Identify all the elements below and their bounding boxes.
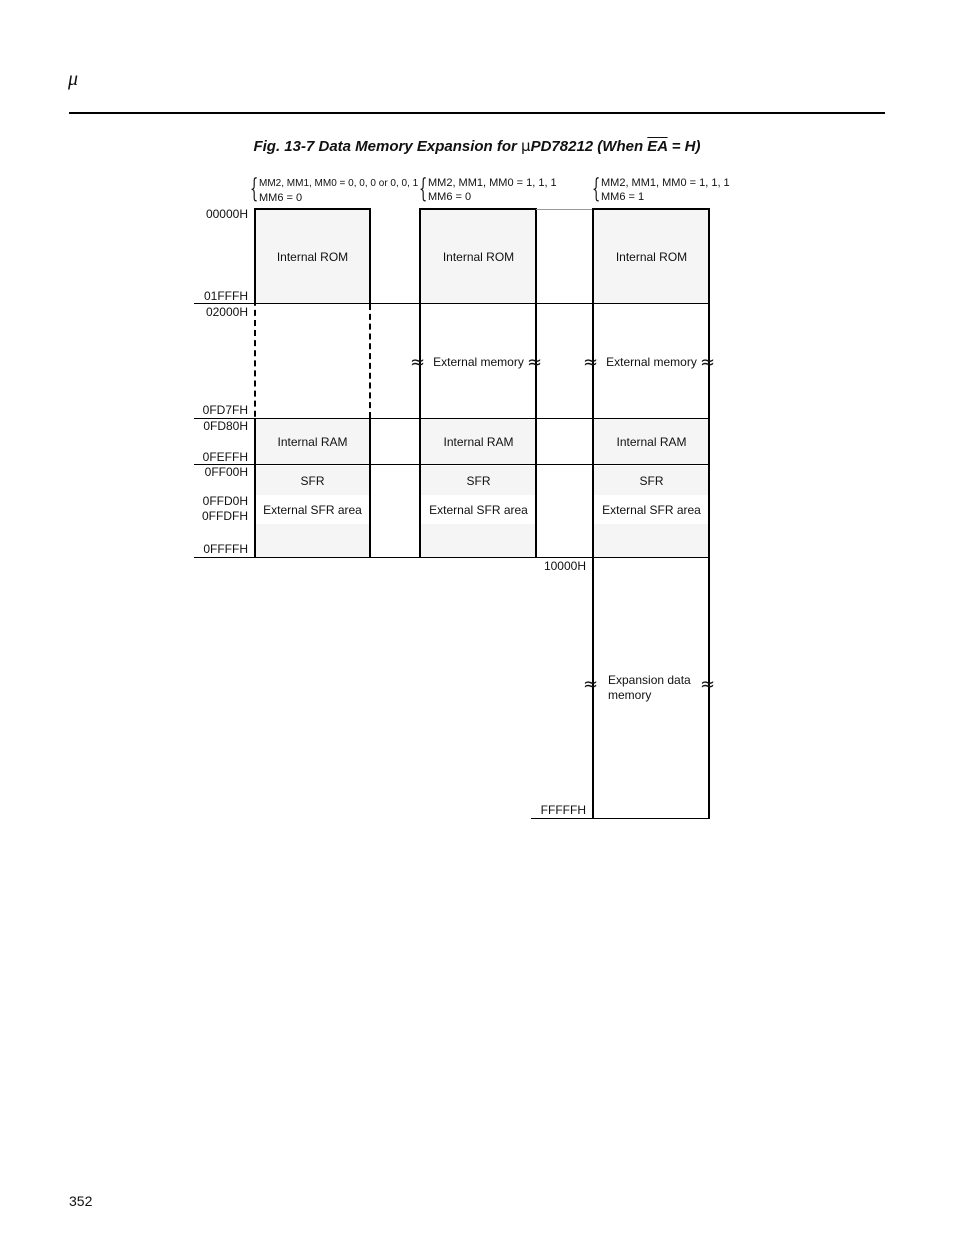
column-1-right-border-top bbox=[369, 209, 371, 304]
column-3-external-sfr bbox=[594, 495, 709, 524]
column-1-internal-rom bbox=[255, 210, 370, 303]
column-3-condition bbox=[595, 176, 730, 204]
column-2-condition bbox=[422, 176, 557, 204]
title-ea: $\overline{EA}$ bbox=[647, 138, 668, 155]
gap-top-line bbox=[536, 209, 592, 210]
column-2-top-border bbox=[419, 208, 537, 210]
break-wave-icon: ≈ bbox=[583, 352, 599, 373]
region-label: External memory bbox=[606, 354, 697, 369]
region-label: External SFR area bbox=[429, 502, 528, 517]
column-3-sfr-tail bbox=[594, 524, 709, 557]
title-mid: PD78212 (When bbox=[530, 138, 648, 155]
region-label: SFR bbox=[639, 473, 664, 488]
column-1-sfr-tail bbox=[255, 524, 370, 557]
column-1-condition bbox=[253, 177, 418, 205]
mu-symbol: μ bbox=[68, 68, 79, 90]
break-wave-icon: ≈ bbox=[700, 352, 716, 373]
column-2-sfr-tail bbox=[421, 524, 536, 557]
region-label: Internal RAM bbox=[616, 434, 687, 449]
column-2-internal-ram bbox=[421, 419, 536, 464]
divider-02000 bbox=[194, 303, 710, 304]
address-0ffd0: 0FFD0H bbox=[202, 494, 248, 508]
column-3-sfr bbox=[594, 466, 709, 495]
break-wave-icon: ≈ bbox=[700, 674, 716, 695]
address-0fd80: 0FD80H bbox=[203, 419, 248, 433]
column-2-cond-line2: MM6 = 0 bbox=[428, 191, 472, 203]
column-2-cond-line1: MM2, MM1, MM0 = 1, 1, 1 bbox=[428, 177, 557, 189]
brace-icon: { bbox=[250, 174, 259, 204]
column-1-left-border-solid-bottom bbox=[254, 418, 256, 558]
column-3-left-border bbox=[592, 209, 594, 819]
column-2-left-border bbox=[419, 209, 421, 558]
column-3-cond-line2: MM6 = 1 bbox=[601, 191, 645, 203]
address-10000: 10000H bbox=[543, 559, 586, 573]
region-label: External memory bbox=[433, 354, 524, 369]
divider-0ff00 bbox=[194, 464, 710, 465]
column-1-right-border-dashed bbox=[369, 304, 371, 418]
expansion-label-line1: Expansion data bbox=[608, 673, 691, 687]
column-2-right-border bbox=[535, 209, 537, 558]
column-1-right-border-bottom bbox=[369, 418, 371, 558]
region-label: External SFR area bbox=[263, 502, 362, 517]
column-3-internal-rom bbox=[594, 210, 709, 303]
address-01fff: 01FFFH bbox=[203, 289, 248, 303]
expansion-label-line2: memory bbox=[608, 688, 652, 702]
figure-title bbox=[0, 137, 954, 155]
region-label: Internal ROM bbox=[442, 249, 515, 264]
column-1-left-border-solid-top bbox=[254, 209, 256, 304]
column-3-cond-line1: MM2, MM1, MM0 = 1, 1, 1 bbox=[601, 177, 730, 189]
column-1-sfr bbox=[255, 466, 370, 495]
column-3-top-border bbox=[592, 208, 710, 210]
region-label: SFR bbox=[466, 473, 491, 488]
region-label: Internal RAM bbox=[443, 434, 514, 449]
region-label: Internal RAM bbox=[277, 434, 348, 449]
column-3-right-border bbox=[708, 209, 710, 819]
address-02000: 02000H bbox=[205, 305, 248, 319]
header-rule bbox=[69, 112, 885, 114]
address-00000: 00000H bbox=[205, 207, 248, 221]
column-1-cond-line1: MM2, MM1, MM0 = 0, 0, 0 or 0, 0, 1 bbox=[259, 178, 419, 189]
brace-icon: { bbox=[592, 174, 601, 204]
title-prefix: Fig. 13-7 Data Memory Expansion for bbox=[253, 138, 522, 155]
address-0ff00: 0FF00H bbox=[204, 465, 248, 479]
title-suffix: = H) bbox=[667, 138, 701, 155]
column-1-top-border bbox=[254, 208, 371, 210]
column-3-expansion-data-memory bbox=[594, 559, 709, 817]
break-wave-icon: ≈ bbox=[583, 674, 599, 695]
address-0ffff: 0FFFFH bbox=[203, 542, 248, 556]
break-wave-icon: ≈ bbox=[527, 352, 543, 373]
divider-10000 bbox=[194, 557, 710, 558]
column-1-internal-ram bbox=[255, 419, 370, 464]
column-2-external-memory bbox=[421, 305, 536, 418]
column-2-sfr bbox=[421, 466, 536, 495]
address-0feff: 0FEFFH bbox=[202, 450, 248, 464]
column-2-external-sfr bbox=[421, 495, 536, 524]
column-1-external-sfr bbox=[255, 495, 370, 524]
column-3-external-memory bbox=[594, 305, 709, 418]
divider-0fd80 bbox=[194, 418, 710, 419]
region-label: SFR bbox=[300, 473, 325, 488]
region-label: External SFR area bbox=[602, 502, 701, 517]
column-3-internal-ram bbox=[594, 419, 709, 464]
region-label: Internal ROM bbox=[276, 249, 349, 264]
page-number: 352 bbox=[69, 1193, 93, 1209]
brace-icon: { bbox=[419, 174, 428, 204]
region-label: Internal ROM bbox=[615, 249, 688, 264]
address-0fd7f: 0FD7FH bbox=[202, 403, 248, 417]
divider-fffff bbox=[531, 818, 710, 819]
column-1-cond-line2: MM6 = 0 bbox=[259, 192, 303, 204]
address-fffff: FFFFFH bbox=[540, 803, 586, 817]
title-mu: μ bbox=[521, 137, 531, 155]
address-0ffdf: 0FFDFH bbox=[202, 509, 248, 523]
break-wave-icon: ≈ bbox=[410, 352, 426, 373]
column-2-internal-rom bbox=[421, 210, 536, 303]
